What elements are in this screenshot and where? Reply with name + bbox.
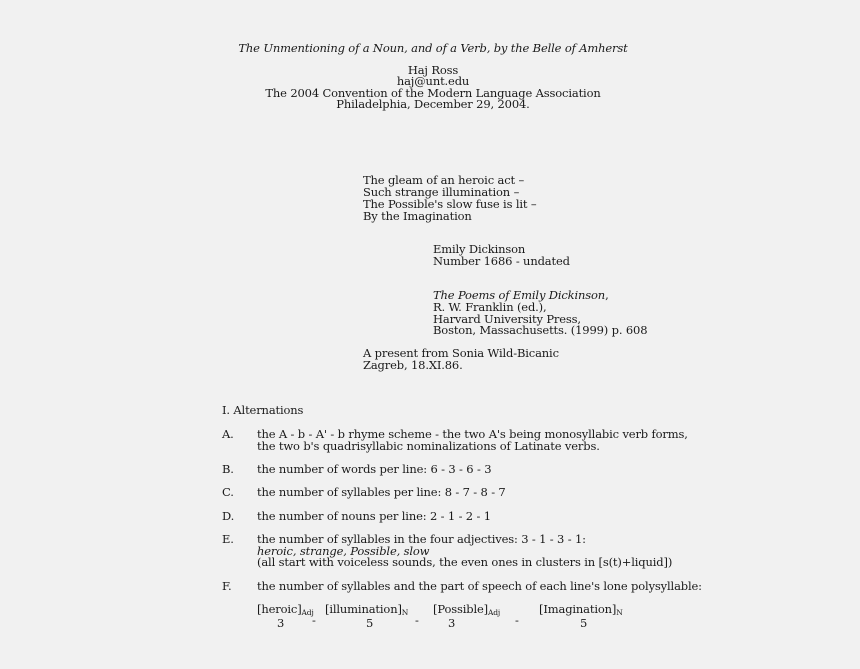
item-letter: C. bbox=[222, 485, 234, 499]
item-a-line-1: the A - b - A' - b rhyme scheme - the two A's being monosyllabic verb forms, bbox=[257, 427, 688, 441]
pos-subscript: N bbox=[401, 608, 409, 617]
poem-number: Number 1686 - undated bbox=[433, 254, 570, 268]
source-city: Boston, Massachusetts. (1999) p. 608 bbox=[433, 323, 648, 337]
poem-line-1: The gleam of an heroic act – bbox=[363, 173, 525, 187]
item-letter: E. bbox=[222, 532, 234, 546]
poet-name: Emily Dickinson bbox=[433, 242, 526, 256]
place-date: Philadelphia, December 29, 2004. bbox=[336, 97, 530, 111]
item-a-line-2: the two b's quadrisyllabic nominalizations of Latinate verbs. bbox=[257, 439, 600, 453]
syllable-count: 5 bbox=[366, 616, 374, 630]
syllable-count: 5 bbox=[580, 616, 588, 630]
source-publisher: Harvard University Press, bbox=[433, 312, 581, 326]
separator-dash: - bbox=[415, 613, 419, 627]
syllable-count: 3 bbox=[448, 616, 456, 630]
gift-line-1: A present from Sonia Wild-Bicanic bbox=[363, 346, 559, 360]
word-text: [Imagination] bbox=[539, 602, 617, 616]
item-e-line-3: (all start with voiceless sounds, the even ones in clusters in [s(t)+liquid]) bbox=[257, 555, 673, 569]
poem-line-3: The Possible's slow fuse is lit – bbox=[363, 197, 537, 211]
pos-subscript: Adj bbox=[488, 608, 501, 617]
word-text: [heroic] bbox=[257, 602, 302, 616]
item-b-line-1: the number of words per line: 6 - 3 - 6 - 3 bbox=[257, 462, 492, 476]
section-heading: I. Alternations bbox=[222, 403, 304, 417]
word-text: [Possible] bbox=[433, 602, 488, 616]
separator-dash: - bbox=[312, 613, 316, 627]
item-letter: A. bbox=[222, 427, 234, 441]
item-f-line-1: the number of syllables and the part of speech of each line's lone polysyllable: bbox=[257, 579, 702, 593]
word-text: [illumination] bbox=[325, 602, 402, 616]
item-letter: D. bbox=[222, 509, 235, 523]
author-email: haj@unt.edu bbox=[396, 74, 470, 88]
venue: The 2004 Convention of the Modern Language Association bbox=[265, 86, 601, 100]
author-name: Haj Ross bbox=[407, 63, 459, 77]
item-d-line-1: the number of nouns per line: 2 - 1 - 2 - 1 bbox=[257, 509, 491, 523]
source-editor: R. W. Franklin (ed.), bbox=[433, 300, 547, 314]
item-letter: F. bbox=[222, 579, 232, 593]
book-title-suffix: , bbox=[605, 288, 609, 302]
pos-subscript: N bbox=[616, 608, 623, 617]
gift-line-2: Zagreb, 18.XI.86. bbox=[363, 358, 463, 372]
poem-line-4: By the Imagination bbox=[363, 209, 472, 223]
word-heroic bbox=[257, 603, 314, 619]
book-title: The Poems of Emily Dickinson bbox=[433, 288, 606, 302]
item-e-line-1: the number of syllables in the four adjectives: 3 - 1 - 3 - 1: bbox=[257, 532, 586, 546]
item-c-line-1: the number of syllables per line: 8 - 7 - 8 - 7 bbox=[257, 485, 506, 499]
separator-dash: - bbox=[515, 613, 519, 627]
document-title: The Unmentioning of a Noun, and of a Verb, by the Belle of Amherst bbox=[238, 41, 628, 55]
item-e-adjectives: heroic, strange, Possible, slow bbox=[257, 544, 430, 558]
item-letter: B. bbox=[222, 462, 234, 476]
word-possible bbox=[433, 603, 500, 619]
syllable-count: 3 bbox=[277, 616, 285, 630]
pos-subscript: Adj bbox=[301, 608, 314, 617]
poem-line-2: Such strange illumination – bbox=[363, 185, 520, 199]
